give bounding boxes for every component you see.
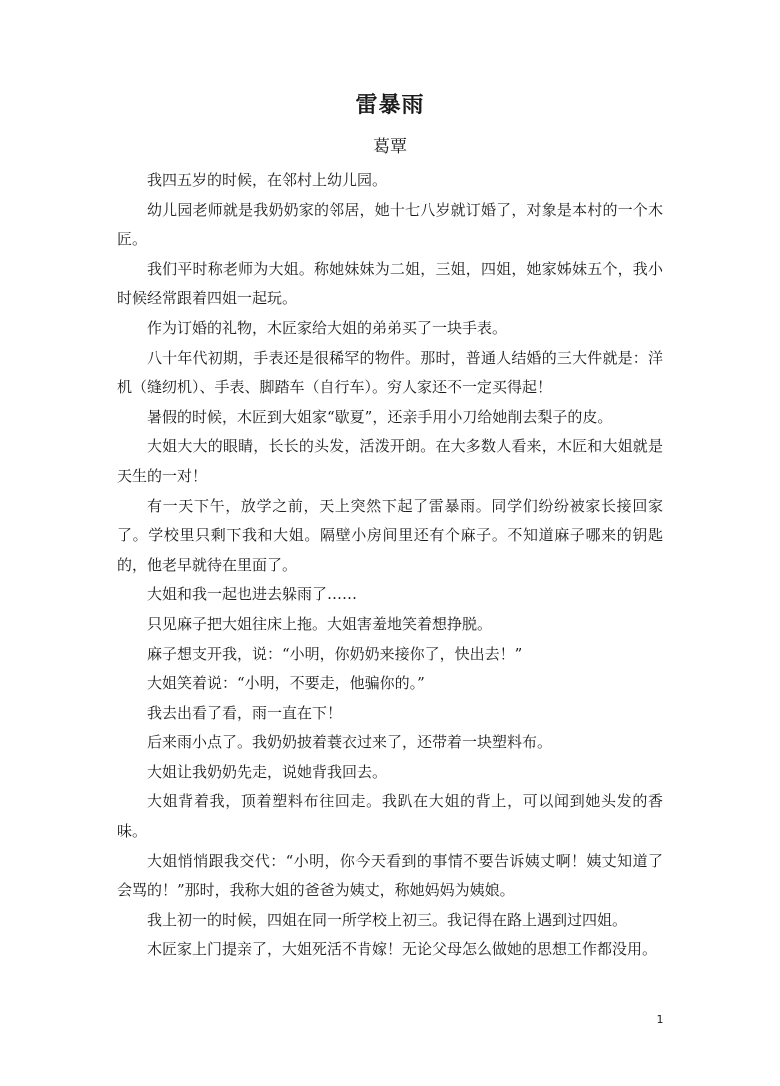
paragraph: 大姐背着我，顶着塑料布往回走。我趴在大姐的背上，可以闻到她头发的香味。 xyxy=(117,792,663,841)
document-title: 雷暴雨 xyxy=(355,93,425,118)
paragraph: 我四五岁的时候，在邻村上幼儿园。 xyxy=(147,171,388,189)
paragraph: 暑假的时候，木匠到大姐家“歇夏”，还亲手用小刀给她削去梨子的皮。 xyxy=(147,407,613,426)
paragraph: 木匠家上门提亲了，大姐死活不肯嫁！无论父母怎么做她的思想工作都没用。 xyxy=(147,940,658,959)
paragraph: 大姐笑着说：“小明，不要走，他骗你的。” xyxy=(147,674,425,693)
paragraph: 麻子想支开我，说：“小明，你奶奶来接你了，快出去！” xyxy=(147,644,523,663)
paragraph: 我去出看了看，雨一直在下！ xyxy=(147,703,343,722)
paragraph: 我们平时称老师为大姐。称她妹妹为二姐，三姐，四姐，她家姊妹五个，我小时候经常跟着四姐一起玩。 xyxy=(117,259,663,308)
paragraph: 我上初一的时候，四姐在同一所学校上初三。我记得在路上遇到过四姐。 xyxy=(147,910,628,929)
author-name: 葛覃 xyxy=(373,137,407,157)
paragraph: 大姐和我一起也进去躲雨了…… xyxy=(147,585,358,604)
paragraph: 大姐悄悄跟我交代：“小明，你今天看到的事情不要告诉姨丈啊！姨丈知道了会骂的！”那时，我称大姐的爸爸为姨丈，称她妈妈为姨娘。 xyxy=(117,851,663,900)
paragraph: 作为订婚的礼物，木匠家给大姐的弟弟买了一块手表。 xyxy=(147,318,508,337)
paragraph: 大姐大大的眼睛，长长的头发，活泼开朗。在大多数人看来，木匠和大姐就是天生的一对！ xyxy=(117,437,663,485)
paragraph: 后来雨小点了。我奶奶披着蓑衣过来了，还带着一块塑料布。 xyxy=(147,733,553,752)
paragraph: 大姐让我奶奶先走，说她背我回去。 xyxy=(147,762,388,781)
paragraph: 有一天下午，放学之前，天上突然下起了雷暴雨。同学们纷纷被家长接回家了。学校里只剩下我和大姐。隔壁小房间里还有个麻子。不知道麻子哪来的钥匙的，他老早就待在里面了。 xyxy=(117,496,663,574)
paragraph: 幼儿园老师就是我奶奶家的邻居，她十七八岁就订婚了，对象是本村的一个木匠。 xyxy=(117,200,663,249)
paragraph: 八十年代初期，手表还是很稀罕的物件。那时，普通人结婚的三大件就是：洋机（缝纫机）、手表、脚踏车（自行车）。穷人家还不一定买得起！ xyxy=(117,348,663,397)
document-body xyxy=(117,166,663,965)
page-number: 1 xyxy=(656,1013,664,1026)
paragraph: 只见麻子把大姐往床上拖。大姐害羞地笑着想挣脱。 xyxy=(147,614,493,633)
